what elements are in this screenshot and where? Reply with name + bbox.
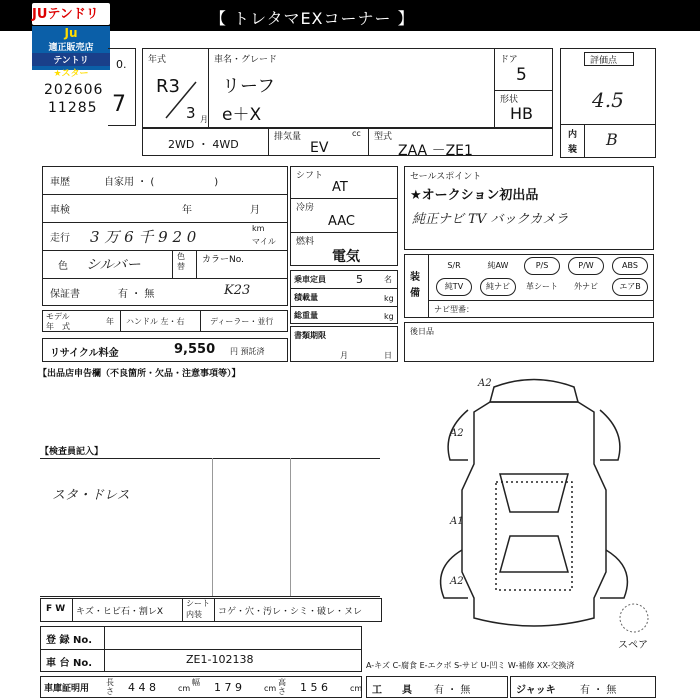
recycle-amount: 9,550 <box>174 342 216 357</box>
color-value: シルバー <box>86 257 141 273</box>
model-year-label-2: 年 式 <box>46 322 70 331</box>
equipment-option: エアB <box>619 282 641 291</box>
equipment-option-circle <box>568 257 604 275</box>
interior-value: B <box>606 130 618 149</box>
mileage-value: 3 万 6 千 9 2 0 <box>90 228 197 246</box>
warranty-value: 有 ・ 無 <box>118 289 155 300</box>
docs-day: 日 <box>384 351 392 360</box>
displacement-label: 排気量 <box>274 132 302 142</box>
name-label: 車名・グレード <box>214 55 278 65</box>
sales-point-label: セールスポイント <box>410 172 482 182</box>
model-year-label-1: モデル <box>46 312 70 321</box>
dimension-label: 幅 <box>192 678 200 687</box>
color-no-label: カラーNo. <box>202 255 244 265</box>
inspector-label: 【検査員記入】 <box>40 447 104 457</box>
right-rear-wheel <box>600 550 627 598</box>
lot-box <box>108 48 136 126</box>
cc-unit: cc <box>352 129 361 138</box>
shift-label: シフト <box>296 171 324 181</box>
equipment-option: 革シート <box>526 282 558 291</box>
equipment-option: P/W <box>578 261 594 270</box>
dealer-type: ディーラー・並行 <box>210 317 274 326</box>
door-value: 5 <box>516 65 527 85</box>
damage-legend: A-キズ C-腐食 E-エクボ S-サビ U-凹ミ W-補修 XX-交換済 <box>366 661 575 670</box>
model-value: ZAA －ZE1 <box>398 143 473 159</box>
shape-value: HB <box>510 104 534 123</box>
year-value: R3 <box>156 76 180 97</box>
recycle-label: リサイクル料金 <box>50 348 119 359</box>
inspection-label: 車検 <box>50 205 70 216</box>
chassis-value: ZE1-102138 <box>186 653 254 666</box>
recycle-unit: 円 預託済 <box>230 347 265 356</box>
equipment-option-circle <box>524 257 560 275</box>
inspection-year: 年 <box>182 205 192 216</box>
rear-items-box <box>404 322 654 362</box>
sales-point-headline: ★オークション初出品 <box>410 188 539 203</box>
damage-mark-left-rear: A2 <box>450 576 464 587</box>
mile-unit: マイル <box>252 237 276 246</box>
sales-point-note: 純正ナビ TV バックカメラ <box>412 212 569 227</box>
load-label: 積載量 <box>294 293 318 302</box>
load-unit: kg <box>384 294 394 303</box>
displacement-value: EV <box>310 140 329 156</box>
front-bumper-outline <box>490 380 578 403</box>
drive-type: 2WD ・ 4WD <box>168 138 239 151</box>
dimension-value: 1 5 6 <box>300 681 328 694</box>
ac-value: AAC <box>328 214 355 229</box>
inspector-note: スタ・ドレス <box>52 488 130 503</box>
fuel-value: 電気 <box>332 249 360 265</box>
lot-no-label: 0. <box>116 58 127 71</box>
model-year-unit: 年 <box>106 317 114 326</box>
jack-label: ジャッキ <box>516 685 556 696</box>
inspection-month: 月 <box>250 205 260 216</box>
seat-label-1: シート <box>186 599 210 608</box>
seller-report-label: 【出品店申告欄（不良箇所・欠品・注意事項等）】 <box>38 369 241 379</box>
damage-mark-front: A2 <box>478 378 492 389</box>
shift-value: AT <box>332 180 348 195</box>
tools-label: 工 具 <box>372 685 412 696</box>
seat-label-2: 内装 <box>186 610 202 619</box>
equipment-option: P/S <box>535 261 549 270</box>
car-grade: e＋X <box>222 105 262 125</box>
ju-badge: Ju 適正販売店 テントリ ★スター <box>32 26 110 70</box>
weight-label: 総重量 <box>294 311 318 320</box>
equipment-option-circle <box>436 278 472 296</box>
windshield-outline <box>500 474 568 512</box>
rear-items-label: 後日品 <box>410 327 434 336</box>
dimension-value: 4 4 8 <box>128 681 156 694</box>
shape-label: 形状 <box>500 95 519 105</box>
dimension-label: 長さ <box>106 678 114 696</box>
docs-label: 書類期限 <box>294 331 326 340</box>
history-value: 自家用 ・ ( ) <box>104 177 219 188</box>
equipment-label-2: 備 <box>410 288 420 299</box>
page-title: 【 トレタマEXコーナー 】 <box>210 9 415 28</box>
equipment-option: 純TV <box>444 282 464 291</box>
fw-label: F W <box>46 604 66 614</box>
dimension-value: 1 7 9 <box>214 681 242 694</box>
tools-value: 有 ・ 無 <box>434 685 471 696</box>
month-value: 3 <box>186 104 196 122</box>
weight-unit: kg <box>384 312 394 321</box>
handle-position: ハンドル 左・右 <box>126 317 185 326</box>
fuel-label: 燃料 <box>296 237 315 247</box>
equipment-option: S/R <box>447 261 461 270</box>
equipment-option-circle <box>612 257 648 275</box>
equipment-option: 純AW <box>487 261 509 270</box>
car-body-outline <box>462 402 606 626</box>
damage-mark-left-front: A2 <box>450 428 464 439</box>
equipment-option: ABS <box>622 261 638 270</box>
color-no-value: K23 <box>224 283 251 298</box>
ac-label: 冷房 <box>296 203 315 213</box>
spare-label: スペア <box>618 640 648 651</box>
history-label: 車歴 <box>50 177 70 188</box>
chassis-label: 車 台 No. <box>46 658 93 669</box>
interior-label-1: 内 <box>568 130 578 140</box>
equipment-option: 純ナビ <box>486 282 510 291</box>
nav-model-label: ナビ型番： <box>434 305 474 314</box>
capacity-value: 5 <box>356 273 363 286</box>
equipment-label-1: 装 <box>410 272 420 283</box>
equipment-option-circle <box>612 278 648 296</box>
docs-month: 月 <box>340 351 348 360</box>
dimension-unit: cm <box>264 684 277 693</box>
score-value: 4.5 <box>592 88 624 112</box>
interior-label-2: 装 <box>568 145 578 155</box>
model-label: 型式 <box>374 132 393 142</box>
mileage-label: 走行 <box>50 233 70 244</box>
fw-items: キズ・ヒビ石・割レX <box>76 607 163 617</box>
equipment-option: 外ナビ <box>574 282 598 291</box>
capacity-label: 乗車定員 <box>294 275 326 284</box>
warranty-label: 保証書 <box>50 289 80 300</box>
jack-value: 有 ・ 無 <box>580 685 617 696</box>
capacity-unit: 名 <box>384 275 392 284</box>
garage-label: 車庫証明用 <box>44 684 90 694</box>
lot-number: 202606 <box>44 82 104 98</box>
damage-mark-left-door: A1 <box>450 516 464 527</box>
color-label: 色 <box>58 261 68 272</box>
color-change-label: 色替 <box>177 252 185 271</box>
month-unit: 月 <box>200 115 208 124</box>
year-label: 年式 <box>148 55 167 65</box>
km-unit: km <box>252 224 265 233</box>
seat-items: コゲ・穴・汚レ・シミ・破レ・ヌレ <box>218 607 363 617</box>
dimension-unit: cm <box>350 684 363 693</box>
lot-no-suffix: 7 <box>112 92 126 117</box>
door-label: ドア <box>500 55 518 65</box>
right-front-wheel <box>600 410 620 460</box>
lot-sub-number: 11285 <box>48 100 98 116</box>
reg-label: 登 録 No. <box>46 635 93 646</box>
auction-logo: JUテンドリ <box>32 3 110 25</box>
dimension-unit: cm <box>178 684 191 693</box>
rear-window-outline <box>500 536 568 572</box>
car-name: リーフ <box>222 76 276 97</box>
dimension-label: 高さ <box>278 678 286 696</box>
score-label: 評価点 <box>590 56 618 66</box>
spare-tire-icon <box>616 602 652 634</box>
left-rear-wheel <box>441 550 468 598</box>
equipment-option-circle <box>480 278 516 296</box>
